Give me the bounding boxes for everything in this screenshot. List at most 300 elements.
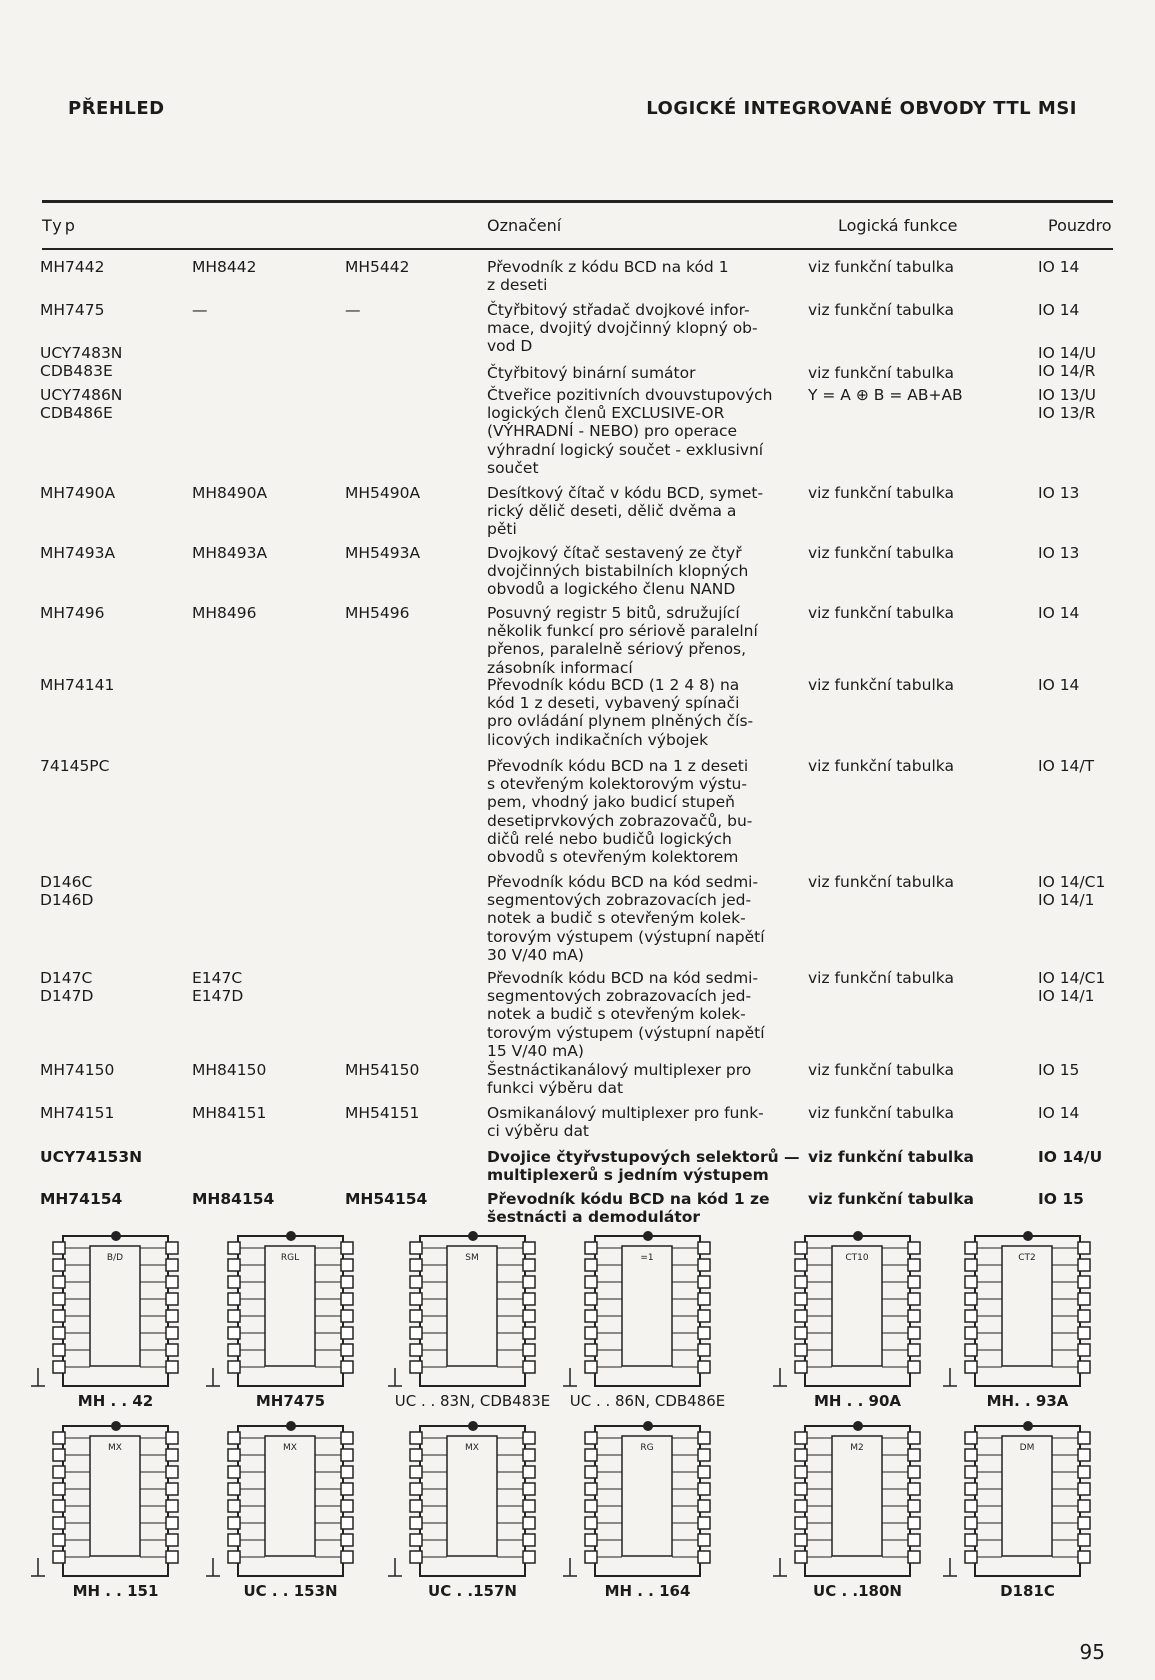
pin-right — [523, 1432, 535, 1444]
pin-left — [228, 1500, 240, 1512]
pinout-diagram — [203, 1228, 378, 1413]
pin-right — [908, 1466, 920, 1478]
pin-left — [965, 1534, 977, 1546]
block-symbol: CT2 — [1018, 1253, 1036, 1263]
logic-block — [1002, 1436, 1052, 1556]
package — [1038, 676, 1148, 694]
type-main-line: MH7490A — [40, 484, 116, 502]
col-head-pouzdro: Pouzdro — [1048, 216, 1112, 235]
type-mil — [345, 484, 475, 502]
pin-left — [795, 1517, 807, 1529]
pin-left — [410, 1500, 422, 1512]
block-symbol: MX — [108, 1443, 122, 1453]
pin-right — [1078, 1449, 1090, 1461]
pin-left — [53, 1242, 65, 1254]
pin-left — [228, 1327, 240, 1339]
description-line: Převodník kódu BCD na kód sedmi- — [487, 873, 759, 891]
pin-left — [410, 1276, 422, 1288]
package-line: IO 14 — [1038, 676, 1080, 694]
pin-right — [341, 1466, 353, 1478]
header-right: LOGICKÉ INTEGROVANÉ OBVODY TTL MSI — [646, 98, 1077, 119]
type-mil-line: MH54151 — [345, 1104, 420, 1122]
pin-left — [228, 1293, 240, 1305]
pin-right — [908, 1310, 920, 1322]
pin-right — [908, 1293, 920, 1305]
pin-left — [795, 1242, 807, 1254]
pin-left — [585, 1432, 597, 1444]
block-symbol: RGL — [280, 1253, 300, 1263]
pinout-figure — [385, 1418, 560, 1583]
pin-right — [1078, 1517, 1090, 1529]
pinout-figure — [203, 1228, 378, 1393]
logic-function: viz funkční tabulka — [808, 1148, 974, 1166]
logic-function: viz funkční tabulka — [808, 1061, 954, 1079]
type-alt-line: MH8442 — [192, 258, 257, 276]
pin-right — [698, 1500, 710, 1512]
pin-right — [166, 1432, 178, 1444]
pin-right — [523, 1310, 535, 1322]
diagram-label: MH. . 93A — [986, 1392, 1069, 1410]
pin-left — [795, 1310, 807, 1322]
pin-right — [698, 1361, 710, 1373]
pin-right — [1078, 1432, 1090, 1444]
pin-left — [410, 1310, 422, 1322]
pin-left — [585, 1500, 597, 1512]
pin-right — [523, 1449, 535, 1461]
type-main — [40, 344, 180, 380]
pinout-diagram — [28, 1228, 203, 1413]
description-line: Osmikanálový multiplexer pro funk- — [487, 1104, 764, 1122]
type-alt — [192, 544, 332, 562]
type-main-line: D147C — [40, 969, 93, 987]
pin-right — [1078, 1551, 1090, 1563]
description-line: 15 V/40 mA) — [487, 1041, 584, 1060]
pinout-diagram — [940, 1228, 1115, 1413]
pin-right — [166, 1551, 178, 1563]
pin1-notch — [468, 1421, 478, 1431]
pin-right — [523, 1361, 535, 1373]
type-mil — [345, 604, 475, 622]
pin-right — [166, 1483, 178, 1495]
pin-right — [341, 1517, 353, 1529]
package-line: IO 14/T — [1038, 757, 1095, 775]
diagram-label: MH . . 90A — [813, 1392, 902, 1410]
logic-function: viz funkční tabulka — [808, 604, 954, 622]
logic-block — [90, 1436, 140, 1556]
pin-right — [523, 1483, 535, 1495]
pin-right — [698, 1432, 710, 1444]
pin-right — [166, 1517, 178, 1529]
pin-left — [585, 1327, 597, 1339]
pin-right — [1078, 1361, 1090, 1373]
type-main-line: D147D — [40, 987, 94, 1006]
pin-right — [1078, 1327, 1090, 1339]
pin-right — [1078, 1500, 1090, 1512]
pin-left — [53, 1344, 65, 1356]
description — [487, 544, 767, 599]
pin-right — [908, 1483, 920, 1495]
logic-block — [447, 1246, 497, 1366]
package-line: IO 14 — [1038, 604, 1080, 622]
pin-left — [795, 1483, 807, 1495]
diagram-label: UC . . 83N, CDB483E — [394, 1392, 551, 1410]
pin-right — [523, 1327, 535, 1339]
type-alt — [192, 604, 332, 622]
type-main-line: MH7442 — [40, 258, 105, 276]
pin-right — [1078, 1534, 1090, 1546]
type-alt-line: E147C — [192, 969, 243, 987]
description-line: zásobník informací — [487, 658, 633, 677]
type-mil — [345, 1190, 475, 1208]
pinout-diagram — [203, 1418, 378, 1603]
description-line: licových indikačních výbojek — [487, 730, 709, 749]
description — [487, 1148, 800, 1185]
diagram-label: UC . .157N — [428, 1582, 517, 1600]
package — [1038, 1148, 1148, 1166]
pin1-notch — [286, 1421, 296, 1431]
package — [1038, 484, 1148, 502]
package-line: IO 14/U — [1038, 344, 1096, 362]
pin-right — [1078, 1259, 1090, 1271]
package — [1038, 604, 1148, 622]
package-line: IO 13 — [1038, 544, 1080, 562]
pin-left — [228, 1551, 240, 1563]
logic-function: viz funkční tabulka — [808, 364, 954, 382]
type-mil-line: MH54154 — [345, 1190, 428, 1208]
type-main — [40, 386, 180, 422]
logic-function: viz funkční tabulka — [808, 757, 954, 775]
pin-left — [795, 1466, 807, 1478]
pin-right — [908, 1551, 920, 1563]
type-main — [40, 1190, 180, 1208]
description-line: Čtveřice pozitivních dvouvstupových — [487, 386, 773, 404]
description — [487, 1190, 770, 1227]
pin-left — [410, 1483, 422, 1495]
pin-left — [53, 1534, 65, 1546]
description-line: funkci výběru dat — [487, 1079, 624, 1098]
pin-left — [965, 1432, 977, 1444]
type-main — [40, 676, 180, 694]
description-line: torovým výstupem (výstupní napětí — [487, 927, 765, 946]
description-line: Dvojkový čítač sestavený ze čtyř — [487, 544, 742, 562]
package-line: IO 14/C1 — [1038, 873, 1106, 891]
pinout-figure — [385, 1228, 560, 1393]
type-mil — [345, 1061, 475, 1079]
logic-function: viz funkční tabulka — [808, 258, 954, 276]
pin-right — [523, 1500, 535, 1512]
description-line: (VÝHRADNÍ - NEBO) pro operace — [487, 422, 738, 441]
top-rule — [42, 200, 1113, 203]
pin-right — [908, 1534, 920, 1546]
pin-right — [166, 1500, 178, 1512]
block-symbol: M2 — [850, 1443, 864, 1453]
pin-right — [523, 1534, 535, 1546]
pin-right — [166, 1293, 178, 1305]
pinout-diagram — [940, 1418, 1115, 1603]
pin-right — [698, 1483, 710, 1495]
package-line: IO 15 — [1038, 1061, 1080, 1079]
type-main-line: CDB486E — [40, 404, 113, 423]
description-line: přenos, paralelně sériový přenos, — [487, 640, 747, 659]
description-line: s otevřeným kolektorovým výstu- — [487, 775, 747, 794]
pin-left — [410, 1327, 422, 1339]
description-line: Čtyřbitový binární sumátor — [487, 364, 696, 382]
description-line: desetiprvkových zobrazovačů, bu- — [487, 811, 753, 830]
pin-right — [166, 1361, 178, 1373]
pin-right — [908, 1432, 920, 1444]
pin-right — [166, 1242, 178, 1254]
type-alt-line: MH8493A — [192, 544, 268, 562]
pin-right — [908, 1327, 920, 1339]
pin-left — [53, 1483, 65, 1495]
pin-left — [585, 1310, 597, 1322]
type-alt-line: E147D — [192, 987, 244, 1006]
package — [1038, 873, 1148, 909]
package — [1038, 386, 1148, 422]
logic-block — [622, 1436, 672, 1556]
description-line: několik funkcí pro sériově paralelní — [487, 622, 758, 641]
description — [487, 969, 767, 1060]
type-main — [40, 1104, 180, 1122]
pin-right — [698, 1310, 710, 1322]
pin-left — [585, 1466, 597, 1478]
pin1-notch — [643, 1231, 653, 1241]
diagram-label: MH . . 151 — [72, 1582, 159, 1600]
description — [487, 1061, 767, 1097]
pin-left — [410, 1259, 422, 1271]
package — [1038, 1061, 1148, 1079]
type-mil-line: MH5442 — [345, 258, 410, 276]
block-symbol: RG — [640, 1443, 654, 1453]
pin-left — [585, 1534, 597, 1546]
pin-right — [341, 1483, 353, 1495]
description-line: segmentových zobrazovacích jed- — [487, 987, 752, 1006]
pin-right — [698, 1344, 710, 1356]
package — [1038, 1104, 1148, 1122]
pin-left — [965, 1483, 977, 1495]
pin-left — [228, 1344, 240, 1356]
pin-left — [53, 1310, 65, 1322]
type-mil — [345, 544, 475, 562]
pin-right — [698, 1242, 710, 1254]
type-main-line: UCY7483N — [40, 344, 123, 362]
type-main-line: 74145PC — [40, 757, 110, 775]
logic-function: viz funkční tabulka — [808, 301, 954, 319]
pin-right — [341, 1500, 353, 1512]
pin-left — [795, 1344, 807, 1356]
pin-left — [965, 1361, 977, 1373]
package-line: IO 14 — [1038, 301, 1080, 319]
pin-left — [585, 1242, 597, 1254]
pin-left — [228, 1534, 240, 1546]
pin-right — [1078, 1483, 1090, 1495]
type-alt-line: MH84151 — [192, 1104, 267, 1122]
logic-function: viz funkční tabulka — [808, 1190, 974, 1208]
package — [1038, 544, 1148, 562]
pinout-figure — [940, 1228, 1115, 1393]
pin-right — [523, 1259, 535, 1271]
pin-left — [965, 1517, 977, 1529]
pin-left — [965, 1242, 977, 1254]
pin-right — [166, 1449, 178, 1461]
pinout-diagram — [385, 1418, 560, 1603]
type-alt — [192, 484, 332, 502]
description-line: Čtyřbitový střadač dvojkové infor- — [487, 301, 750, 319]
description-line: Desítkový čítač v kódu BCD, symet- — [487, 484, 764, 502]
type-main — [40, 873, 180, 909]
pin-left — [410, 1293, 422, 1305]
pin-left — [53, 1259, 65, 1271]
pin-right — [523, 1276, 535, 1288]
description — [487, 386, 773, 477]
pin-left — [795, 1361, 807, 1373]
pinout-diagram — [385, 1228, 560, 1413]
block-symbol: DM — [1019, 1443, 1035, 1453]
pin-left — [585, 1344, 597, 1356]
diagram-label: MH7475 — [255, 1392, 326, 1410]
pin-right — [698, 1259, 710, 1271]
type-main-line: CDB483E — [40, 362, 113, 381]
pin-right — [341, 1259, 353, 1271]
pin-left — [53, 1466, 65, 1478]
pin-left — [795, 1500, 807, 1512]
pin-left — [228, 1466, 240, 1478]
type-mil-line: MH5493A — [345, 544, 421, 562]
description-line: obvodů s otevřeným kolektorem — [487, 848, 739, 867]
description-line: kód 1 z deseti, vybavený spínači — [487, 694, 740, 713]
pin-left — [410, 1466, 422, 1478]
logic-function: Y = A ⊕ B = AB+AB — [808, 386, 963, 404]
package — [1038, 301, 1148, 319]
logic-function: viz funkční tabulka — [808, 1104, 954, 1122]
type-alt — [192, 258, 332, 276]
pin-right — [341, 1327, 353, 1339]
pin-right — [908, 1276, 920, 1288]
type-alt — [192, 1190, 332, 1208]
block-symbol: SM — [465, 1253, 479, 1263]
pin1-notch — [111, 1231, 121, 1241]
description-line: šestnácti a demodulátor — [487, 1208, 701, 1227]
diagram-label: UC . . 86N, CDB486E — [569, 1392, 726, 1410]
block-symbol: =1 — [640, 1253, 654, 1263]
type-main — [40, 757, 180, 775]
pin-left — [965, 1276, 977, 1288]
pin-left — [228, 1276, 240, 1288]
pin1-notch — [853, 1421, 863, 1431]
pin1-notch — [286, 1231, 296, 1241]
pin-right — [698, 1534, 710, 1546]
pinout-figure — [203, 1418, 378, 1583]
description — [487, 873, 767, 964]
pin-left — [228, 1361, 240, 1373]
package-line: IO 15 — [1038, 1190, 1084, 1208]
logic-function: viz funkční tabulka — [808, 969, 954, 987]
pin-right — [698, 1551, 710, 1563]
description-line: Převodník z kódu BCD na kód 1 — [487, 258, 729, 276]
pin-left — [228, 1483, 240, 1495]
pin-left — [795, 1327, 807, 1339]
pin-left — [410, 1449, 422, 1461]
type-main — [40, 969, 180, 1005]
pin-left — [410, 1361, 422, 1373]
pin-left — [965, 1327, 977, 1339]
type-main — [40, 544, 180, 562]
type-mil-line: MH5490A — [345, 484, 421, 502]
package-line: IO 14/1 — [1038, 987, 1095, 1006]
description-line: Šestnáctikanálový multiplexer pro — [487, 1061, 752, 1079]
type-mil-line: — — [345, 301, 361, 319]
type-main-line: MH74151 — [40, 1104, 115, 1122]
type-alt — [192, 1104, 332, 1122]
pin-right — [698, 1449, 710, 1461]
pin-left — [965, 1500, 977, 1512]
package-line: IO 14/1 — [1038, 891, 1095, 910]
diagram-label: MH . . 164 — [604, 1582, 691, 1600]
logic-function: viz funkční tabulka — [808, 873, 954, 891]
pin-right — [908, 1259, 920, 1271]
pin-right — [166, 1466, 178, 1478]
package — [1038, 344, 1148, 380]
description-line: rický dělič deseti, dělič dvěma a — [487, 502, 737, 521]
package-line: IO 14 — [1038, 1104, 1080, 1122]
type-main-line: MH74150 — [40, 1061, 115, 1079]
pin-right — [908, 1242, 920, 1254]
type-main — [40, 258, 180, 276]
pin1-notch — [1023, 1231, 1033, 1241]
description-line: segmentových zobrazovacích jed- — [487, 891, 752, 910]
type-main-line: UCY7486N — [40, 386, 123, 404]
type-main-line: D146D — [40, 891, 94, 910]
pin-left — [795, 1432, 807, 1444]
pin-right — [166, 1276, 178, 1288]
pin1-notch — [468, 1231, 478, 1241]
description — [487, 757, 767, 866]
type-alt-line: MH8490A — [192, 484, 268, 502]
type-main — [40, 1148, 180, 1166]
type-mil — [345, 301, 475, 319]
pin-left — [795, 1293, 807, 1305]
pin-left — [53, 1500, 65, 1512]
pin-right — [1078, 1344, 1090, 1356]
package-line: IO 14 — [1038, 258, 1080, 276]
pin-left — [228, 1449, 240, 1461]
header-rule — [42, 248, 1113, 250]
pin-left — [585, 1361, 597, 1373]
diagram-label: UC . . 153N — [243, 1582, 338, 1600]
type-main-line: MH7493A — [40, 544, 116, 562]
pinout-figure — [28, 1228, 203, 1393]
pin-right — [341, 1449, 353, 1461]
pin-left — [410, 1432, 422, 1444]
pin-right — [523, 1242, 535, 1254]
description — [487, 258, 767, 294]
pin-right — [523, 1517, 535, 1529]
package — [1038, 969, 1148, 1005]
logic-block — [265, 1246, 315, 1366]
description-line: dičů relé nebo budičů logických — [487, 829, 732, 848]
pin-right — [698, 1517, 710, 1529]
pin-left — [53, 1551, 65, 1563]
pin-right — [698, 1466, 710, 1478]
description-line: torovým výstupem (výstupní napětí — [487, 1023, 765, 1042]
pin-left — [53, 1449, 65, 1461]
col-head-funkce: Logická funkce — [838, 216, 958, 235]
pin-left — [795, 1259, 807, 1271]
logic-block — [90, 1246, 140, 1366]
pin-left — [585, 1483, 597, 1495]
pin-left — [965, 1449, 977, 1461]
pinout-diagram — [560, 1228, 735, 1413]
